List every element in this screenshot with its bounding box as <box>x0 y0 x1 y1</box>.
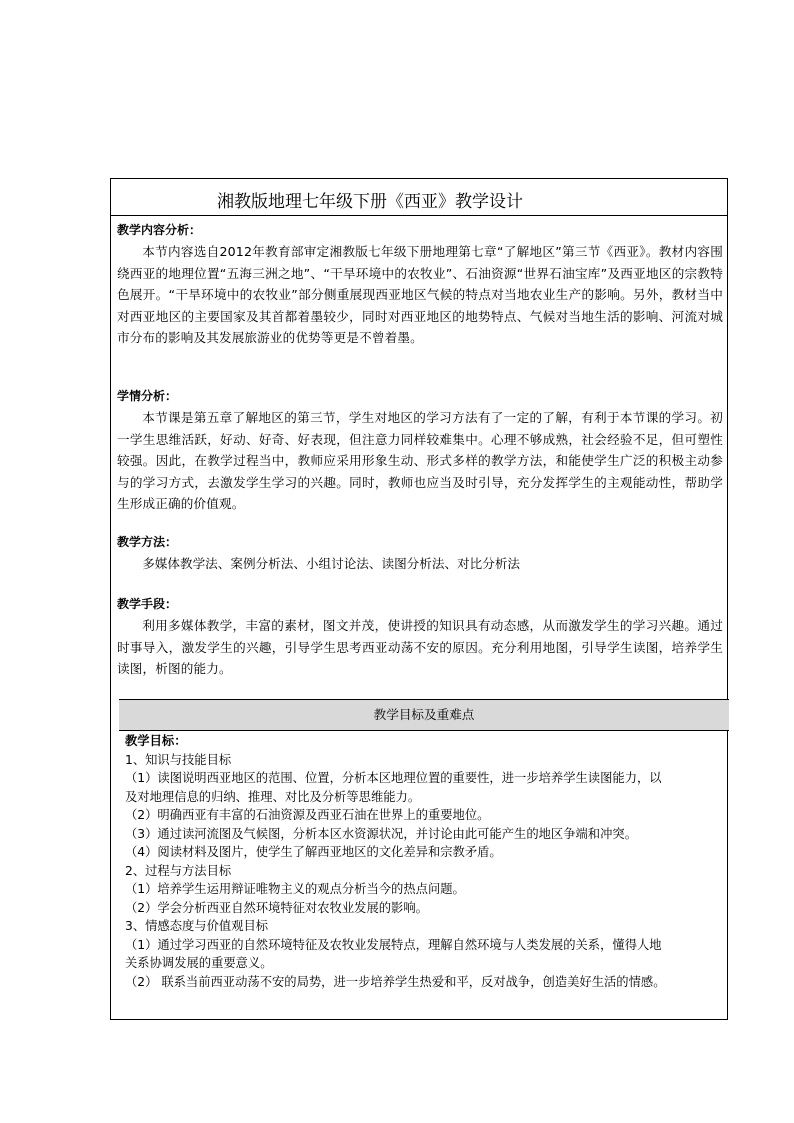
methods-text: 多媒体教学法、案例分析法、小组讨论法、读图分析法、对比分析法 <box>142 556 520 571</box>
content-analysis-section <box>117 220 723 349</box>
learner-analysis-section <box>117 386 723 515</box>
learner-analysis-heading: 学情分析： <box>117 389 178 403</box>
means-heading: 教学手段： <box>117 597 178 611</box>
objective-line: （2）明确西亚有丰富的石油资源及西亚石油在世界上的重要地位。 <box>125 808 490 822</box>
objective-line: （1）培养学生运用辩证唯物主义的观点分析当今的热点问题。 <box>125 882 465 896</box>
objectives-heading: 教学目标： <box>125 734 187 748</box>
objectives-section-header: 教学目标及重难点 <box>119 699 729 731</box>
objective-line: 关系协调发展的重要意义。 <box>125 956 273 970</box>
means-section <box>117 594 723 680</box>
objective-line: 3、情感态度与价值观目标 <box>125 919 269 933</box>
objective-line: 及对地理信息的归纳、推理、对比及分析等思维能力。 <box>125 789 421 804</box>
objective-line: （2） 联系当前西亚动荡不安的局势，进一步培养学生热爱和平，反对战争，创造美好生活的情感。 <box>125 974 666 989</box>
content-analysis-heading: 教学内容分析： <box>117 223 202 237</box>
objective-line: 2、过程与方法目标 <box>125 863 232 878</box>
title-row <box>111 179 727 216</box>
document-title: 湘教版地理七年级下册《西亚》教学设计 <box>217 192 523 212</box>
methods-section <box>117 532 723 575</box>
means-text: 利用多媒体教学，丰富的素材，图文并茂，使讲授的知识具有动态感，从而激发学生的学习兴趣。通过时事导入，激发学生的兴趣，引导学生思考西亚动荡不安的原因。充分利用地图，引导学生读图，培养学生读图，析图的能力。 <box>117 618 723 676</box>
content-analysis-text: 本节内容选自2012年教育部审定湘教版七年级下册地理第七章“了解地区”第三节《西亚》。教材内容围绕西亚的地理位置“五海三洲之地”、“干旱环境中的农牧业”、石油资源“世界石油宝库”及西亚地区的宗教特色展开。“干旱环境中的农牧业”部分侧重展现西亚地区气候的特点对当地农业生产的影响。另外，教材当中对西亚地区的主要国家及其首都着墨较少，同时对西亚地区的地势特点、气候对当地生活的影响、河流对城市分布的影响及其发展旅游业的优势等更是不曾着墨。 <box>117 244 723 345</box>
objective-line: （4）阅读材料及图片，使学生了解西亚地区的文化差异和宗教矛盾。 <box>125 845 502 859</box>
objective-line: （1）通过学习西亚的自然环境特征及农牧业发展特点，理解自然环境与人类发展的关系，懂得人地 <box>125 937 662 952</box>
methods-heading: 教学方法： <box>117 535 178 549</box>
objectives-section <box>125 732 733 991</box>
objective-line: （3）通过读河流图及气候图，分析本区水资源状况，并讨论由此可能产生的地区争端和冲突。 <box>125 826 637 841</box>
objective-line: （2）学会分析西亚自然环境特征对农牧业发展的影响。 <box>125 900 428 915</box>
objective-line: 1、知识与技能目标 <box>125 752 232 767</box>
objective-line: （1）读图说明西亚地区的范围、位置，分析本区地理位置的重要性，进一步培养学生读图能力，以 <box>125 771 662 785</box>
lesson-plan-table <box>110 178 728 1020</box>
learner-analysis-text: 本节课是第五章了解地区的第三节，学生对地区的学习方法有了一定的了解，有利于本节课的学习。初一学生思维活跃，好动、好奇、好表现，但注意力同样较难集中。心理不够成熟，社会经验不足，但可塑性较强。因此，在教学过程当中，教师应采用形象生动、形式多样的教学方法，和能使学生广泛的积极主动参与的学习方式，去激发学生学习的兴趣。同时，教师也应当及时引导，充分发挥学生的主观能动性，帮助学生形成正确的价值观。 <box>117 410 723 511</box>
